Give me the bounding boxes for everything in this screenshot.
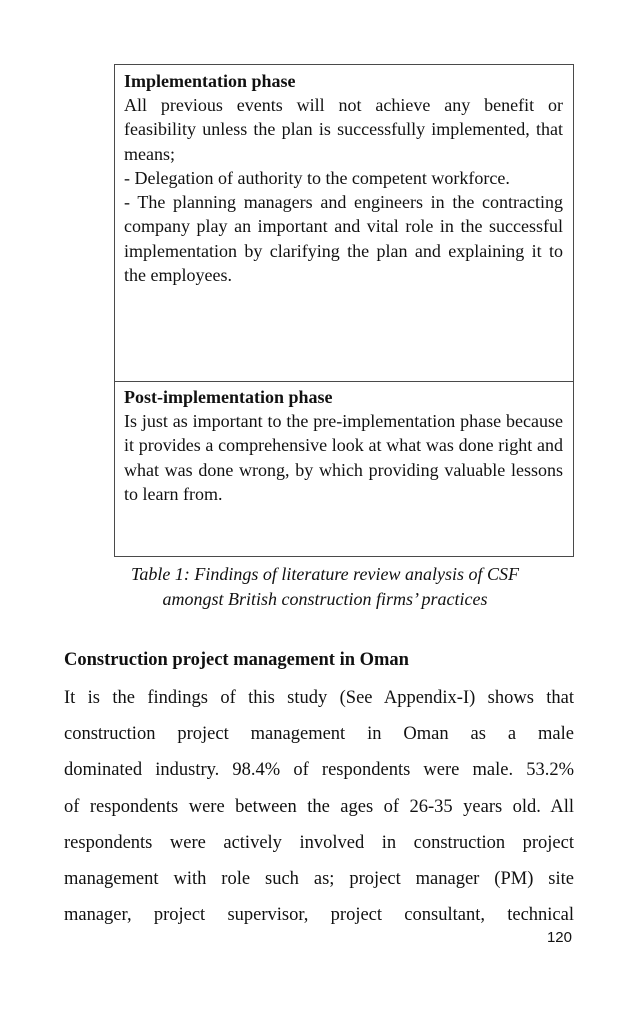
post-implementation-phase-body <box>124 409 563 506</box>
paragraph-line: It is the findings of this study (See Appendix-I) shows that <box>64 688 574 708</box>
paragraph-line: manager, project supervisor, project consultant, technical <box>64 905 574 926</box>
post-implementation-text: Is just as important to the pre-implementation phase because it provides a comprehensive look at what was done right and what was done wrong, by which providing valuable lessons to learn from. <box>124 411 563 504</box>
paragraph-line: construction project management in Oman as a male <box>64 724 574 745</box>
implementation-phase-body <box>124 93 563 287</box>
post-implementation-phase-cell <box>115 381 573 556</box>
post-implementation-phase-title: Post-implementation phase <box>124 387 333 407</box>
findings-table <box>114 64 574 557</box>
caption-line-2: amongst British construction firms’ practices <box>162 589 488 609</box>
implementation-intro: All previous events will not achieve any benefit or feasibility unless the plan is successfully implemented, that means; <box>124 95 563 164</box>
paragraph-line: management with role such as; project manager (PM) site <box>64 869 574 890</box>
paragraph-line: of respondents were between the ages of 26-35 years old. All <box>64 796 574 817</box>
paragraph-line: respondents were actively involved in construction project <box>64 832 574 853</box>
paragraph-line: dominated industry. 98.4% of respondents were male. 53.2% <box>64 760 574 781</box>
section-paragraph <box>64 680 574 933</box>
caption-line-1: Table 1: Findings of literature review analysis of CSF <box>131 564 519 584</box>
implementation-phase-cell <box>115 65 573 381</box>
implementation-point-1: - Delegation of authority to the competent workforce. <box>124 167 510 188</box>
table-caption <box>70 562 580 612</box>
page-number: 120 <box>546 929 572 946</box>
implementation-phase-title: Implementation phase <box>124 71 296 91</box>
section-heading: Construction project management in Oman <box>64 650 409 670</box>
implementation-point-2: - The planning managers and engineers in the contracting company play an important and vital role in the successful implementation by clarifying the plan and explaining it to the employees. <box>124 192 563 286</box>
